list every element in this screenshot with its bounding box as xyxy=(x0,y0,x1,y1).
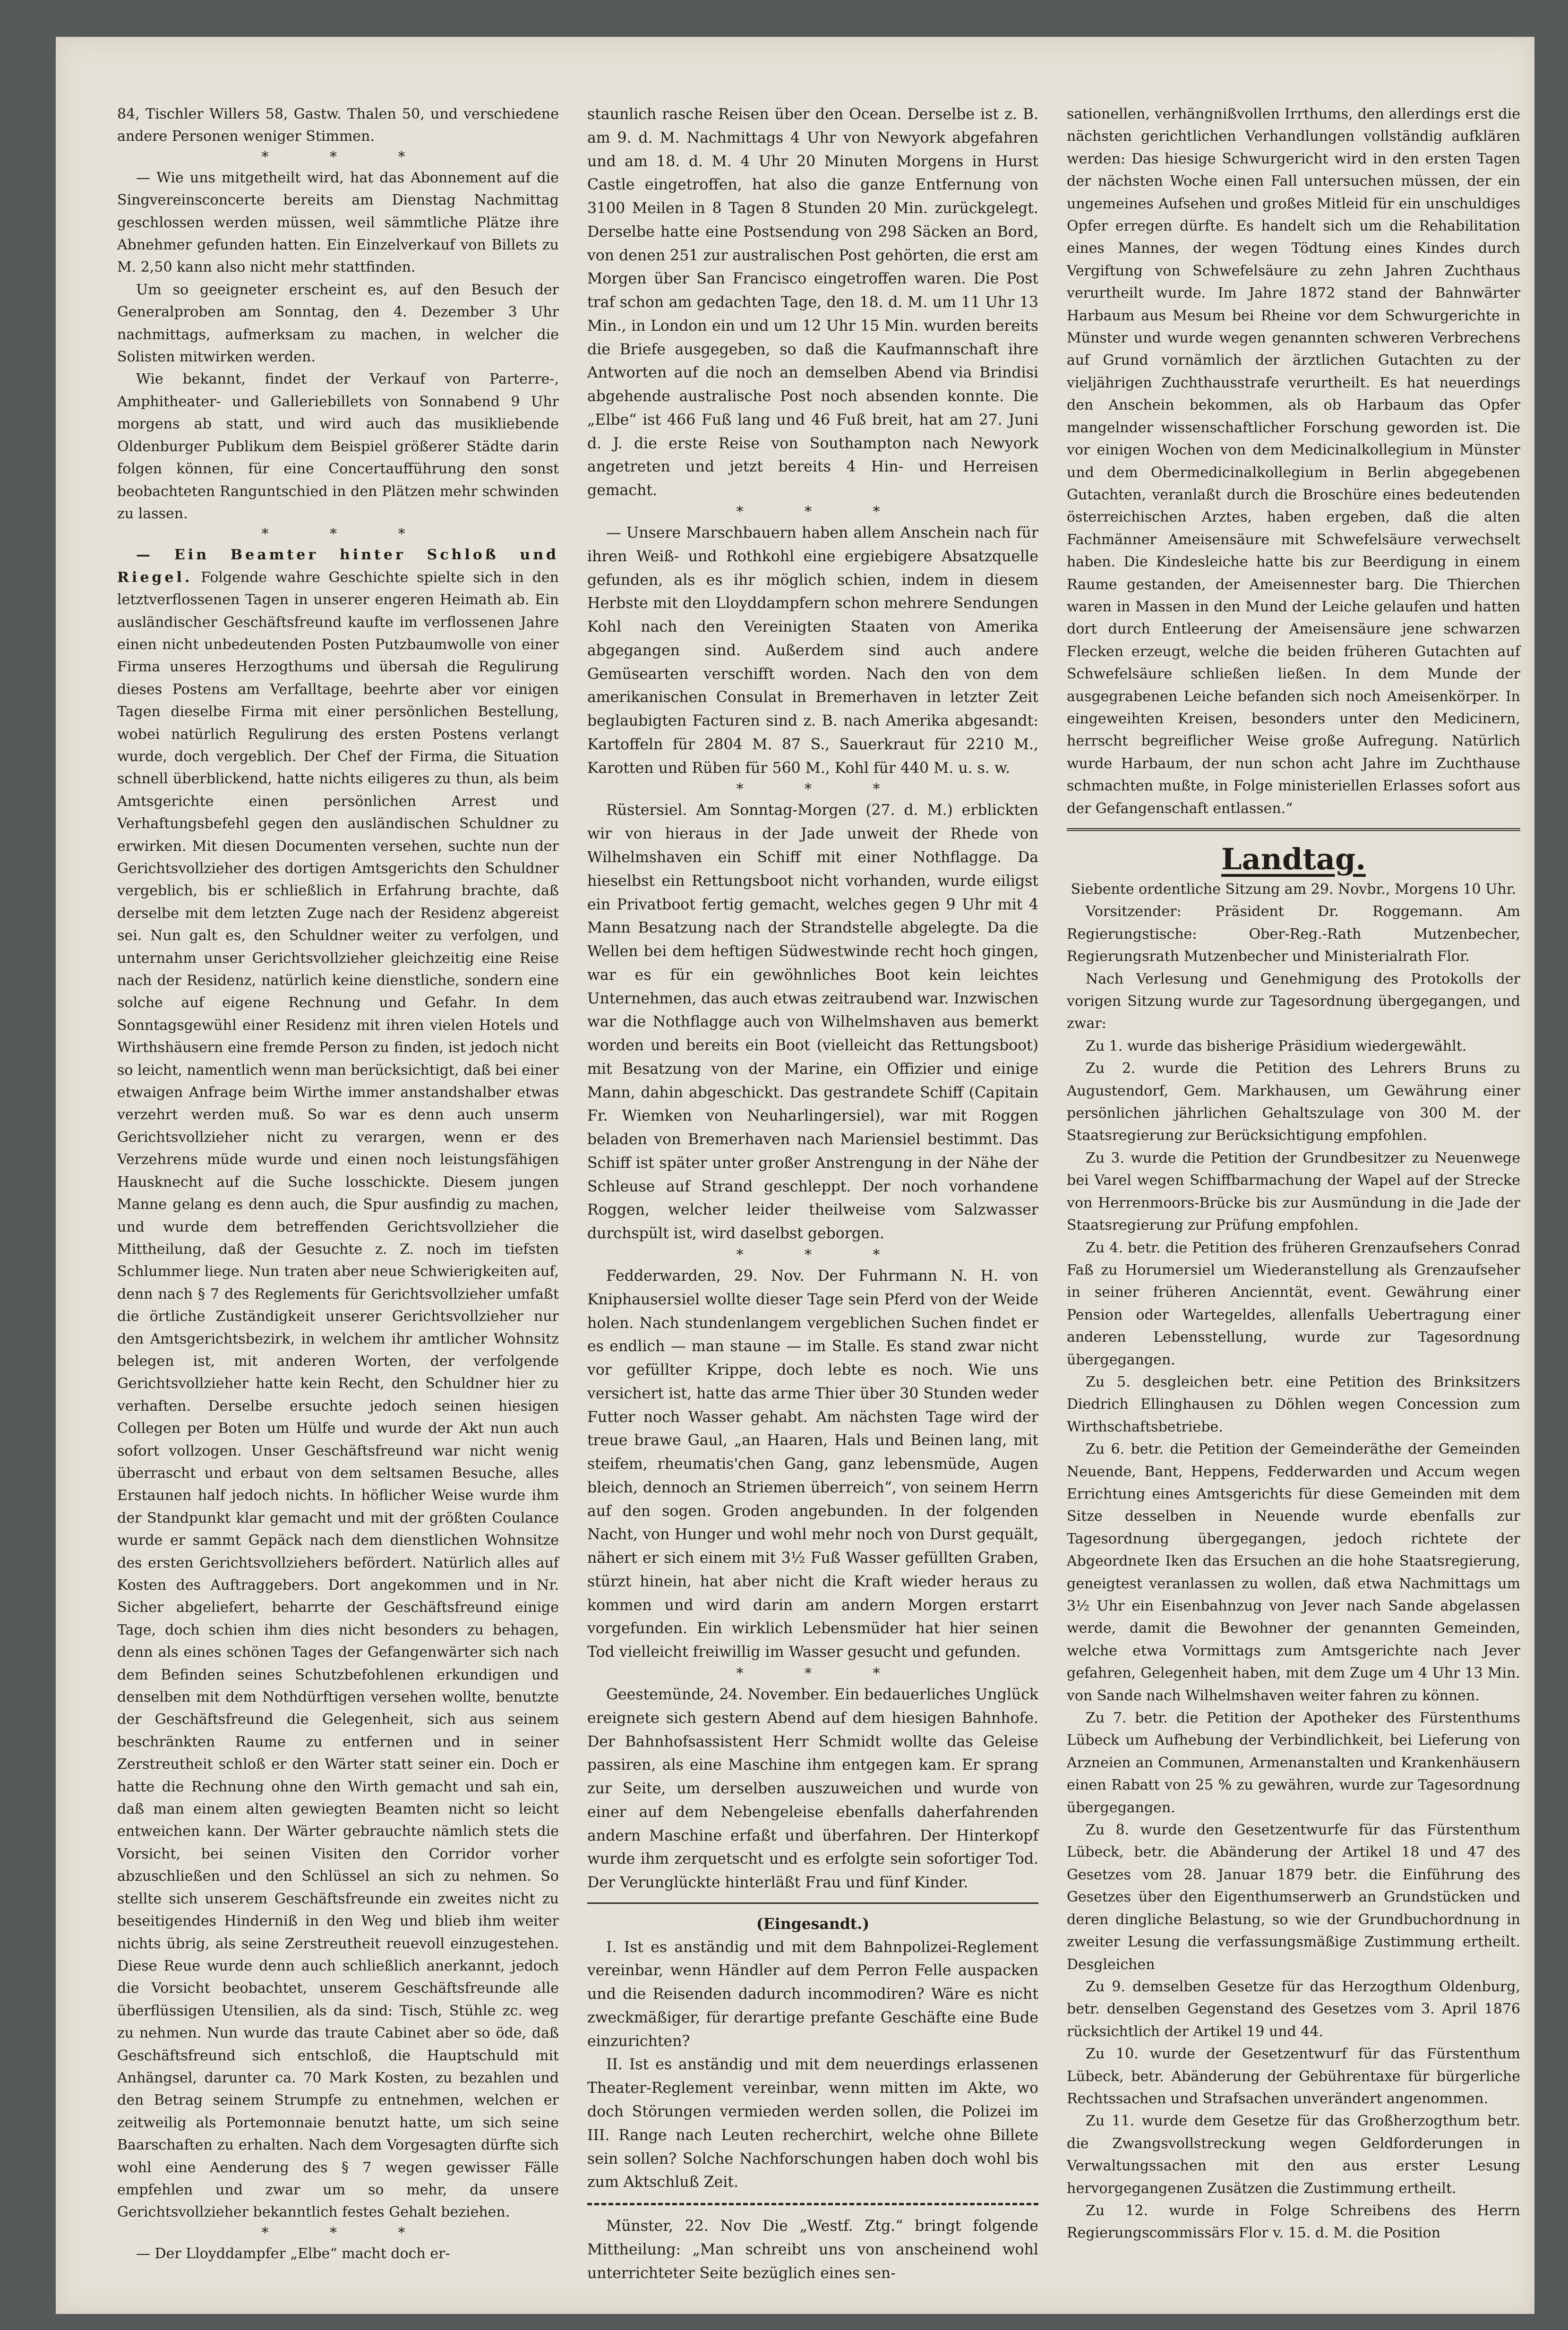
column-1 xyxy=(117,103,559,2265)
article-headline: — Ein Beamter hinter Schloß und Riegel. xyxy=(117,547,559,586)
column-2 xyxy=(587,103,1038,2285)
landtag-paragraph: Zu 6. betr. die Petition der Gemeinderäthe der Gemeinden Neuende, Bant, Heppens, Fedderwarden und Accum wegen Errichtung eines Amtsgerichts für diese Gemeinden mit dem Sitze desselben in Neuende wurde ebenfalls zur Tagesordnung übergegangen, jedoch richtete der Abgeordnete Iken das Ersuchen an die hohe Staatsregierung, geneigtest veranlassen zu wollen, daß etwa Nachmittags um 3½ Uhr ein Eisenbahnzug von Jever nach Sande abgelassen werde, damit die Bewohner der genannten Gemeinden, welche etwa Vormittags zum Amtsgerichte nach Jever gefahren, Gelegenheit haben, mit dem Zuge um 4 Uhr 13 Min. von Sande nach Wilhelmshaven weiter fahren zu können. xyxy=(1067,1441,1520,1704)
separator-stars: * * * xyxy=(261,2224,434,2241)
separator-stars: * * * xyxy=(736,781,908,798)
landtag-paragraph: Zu 1. wurde das bisherige Präsidium wiedergewählt. xyxy=(1086,1037,1467,1054)
landtag-paragraph: Zu 7. betr. die Petition der Apotheker des Fürstenthums Lübeck um Aufhebung der Verbindlichkeit, bei Lieferung von Arzneien an Communen, Armenanstalten und Krankenhäusern einen Rabatt von 25 % zu gewähren, wurde zur Tagesordnung übergegangen. xyxy=(1067,1710,1520,1816)
article-text: Wie bekannt, findet der Verkauf von Parterre-, Amphitheater- und Galleriebillets von Sonnabend 9 Uhr morgens ab statt, und wird auch das musikliebende Oldenburger Publikum dem Beispiel größerer Städte darin folgen können, für eine Concertaufführung den sonst beobachteten Ranguntschied in den Plätzen mehr schwinden zu lassen. xyxy=(117,371,559,522)
eingesandt-heading: (Eingesandt.) xyxy=(756,1915,870,1933)
article-text: 84, Tischler Willers 58, Gastw. Thalen 50, und verschiedene andere Personen weniger Stimmen. xyxy=(117,106,559,145)
landtag-proceedings xyxy=(1067,900,1520,2244)
landtag-paragraph: Zu 5. desgleichen betr. eine Petition des Brinksitzers Diedrich Ellinghausen zu Döhlen wegen Concession zum Wirthschaftsbetriebe. xyxy=(1067,1373,1520,1435)
separator-stars: * * * xyxy=(261,148,434,165)
separator-stars: * * * xyxy=(261,526,434,543)
article-geestemuende: Geestemünde, 24. November. Ein bedauerliches Unglück ereignete sich gestern Abend auf dem hiesigen Bahnhofe. Der Bahnhofsassistent Herr Schmidt wollte das Geleise passiren, als eine Maschine ihm entgegen kam. Er sprang zur Seite, um derselben auszuweichen und wurde von einer auf dem Nebengeleise ebenfalls daherfahrenden andern Maschine erfaßt und überfahren. Der Hinterkopf wurde ihm zerquetscht und es erfolgte sein sofortiger Tod. Der Verunglückte hinterläßt Frau und fünf Kinder. xyxy=(587,1686,1038,1892)
landtag-paragraph: Nach Verlesung und Genehmigung des Protokolls der vorigen Sitzung wurde zur Tagesordnung übergegangen, und zwar: xyxy=(1067,970,1520,1032)
article-elbe-start: — Der Lloyddampfer „Elbe“ macht doch er- xyxy=(136,2245,450,2262)
article-eingesandt-1: I. Ist es anständig und mit dem Bahnpolizei-Reglement vereinbar, wenn Händler auf dem Perron Felle auspacken und die Reisenden dadurch incommodiren? Wäre es nicht zweckmäßiger, für derartige prefante Geschäfte eine Bude einzurichten? xyxy=(587,1938,1038,2050)
article-text: Um so geeigneter erscheint es, auf den Besuch der Generalproben am Sonntag, den 4. Dezember 3 Uhr nachmittags, aufmerksam zu machen, in welcher die Solisten mitwirken werden. xyxy=(117,281,559,366)
article-eingesandt-2: II. Ist es anständig und mit dem neuerdings erlassenen Theater-Reglement vereinbar, wenn mitten im Akte, wo doch Störungen vermieden werden sollen, die Polizei im III. Range nach Leuten recherchirt, welche ohne Billete sein sollen? Solche Nachforschungen haben doch wohl bis zum Aktschluß Zeit. xyxy=(587,2056,1038,2191)
article-fedderwarden: Fedderwarden, 29. Nov. Der Fuhrmann N. H. von Kniphausersiel wollte dieser Tage sein Pferd von der Weide holen. Nach stundenlangem vergeblichen Suchen findet er es endlich — man staune — im Stalle. Es stand zwar nicht vor gefüllter Krippe, doch lebte es noch. Wie uns versichert ist, hatte das arme Thier über 30 Stunden weder Futter noch Wasser gehabt. Am nächsten Tage wird der treue brawe Gaul, „an Haaren, Hals und Beinen lang, mit steifem, rheumatis'chen Gang, ganz lebensmüde, Augen bleich, dennoch an Striemen überreich“, von seinem Herrn auf den sogen. Groden angebunden. In der folgenden Nacht, von Hunger und wohl mehr noch von Durst gequält, nähert er sich einem mit 3½ Fuß Wasser gefüllten Graben, stürzt hinein, hat aber nicht die Kraft wieder heraus zu kommen und wird darin am andern Morgen erstarrt vorgefunden. Ein wirklich Lebensmüder hat hier seinen Tod vielleicht freiwillig im Wasser gesucht und gefunden. xyxy=(587,1267,1038,1661)
landtag-paragraph: Zu 9. demselben Gesetze für das Herzogthum Oldenburg, betr. denselben Gegenstand des Gesetzes vom 3. April 1876 rücksichtlich der Artikel 19 und 44. xyxy=(1067,1978,1520,2040)
landtag-subheading: Siebente ordentliche Sitzung am 29. Novbr., Morgens 10 Uhr. xyxy=(1071,881,1517,898)
landtag-paragraph: Zu 11. wurde dem Gesetze für das Großherzogthum betr. die Zwangsvollstreckung wegen Geldforderungen in Verwaltungssachen mit den aus erster Lesung hervorgegangenen Zusätzen die Zustimmung ertheilt. xyxy=(1067,2113,1520,2197)
landtag-paragraph: Zu 8. wurde den Gesetzentwurfe für das Fürstenthum Lübeck, betr. die Abänderung der Artikel 18 und 47 des Gesetzes vom 28. Januar 1879 betr. die Einführung des Gesetzes über den Eigenthumserwerb an Grundstücken und deren dingliche Belastung, so wie der Grundbuchordnung in zweiter Lesung die verfassungsmäßige Zustimmung ertheilt. Desgleichen xyxy=(1067,1822,1520,1973)
article-marschbauern: — Unsere Marschbauern haben allem Anschein nach für ihren Weiß- und Rothkohl eine ergiebigere Absatzquelle gefunden, als es ihr möglich schien, indem in diesem Herbste mit den Lloyddampfern schon mehrere Sendungen Kohl nach den Vereinigten Staaten von Amerika abgegangen sind. Außerdem sind auch andere Gemüsearten verschifft worden. Nach den von dem amerikanischen Consulat in Bremerhaven in letzter Zeit beglaubigten Facturen sind z. B. nach Amerika abgesandt: Kartoffeln für 2804 M. 87 S., Sauerkraut für 2210 M., Karotten und Rüben für 560 M., Kohl für 440 M. u. s. w. xyxy=(587,524,1038,777)
divider xyxy=(587,1902,1038,1904)
article-muenster-cont: sationellen, verhängnißvollen Irrthums, den allerdings erst die nächsten gerichtlichen Verhandlungen vollständig aufklären werden: Das hiesige Schwurgericht wird in den ersten Tagen der nächsten Woche einen Fall untersuchen müssen, der ein ungemeines Aufsehen und großes Mitleid für ein unschuldiges Opfer erregen dürfte. Es handelt sich um die Rehabilitation eines Mannes, der wegen Tödtung eines Kindes durch Vergiftung von Schwefelsäure zu zehn Jahren Zuchthaus verurtheilt wurde. Im Jahre 1872 stand der Bahnwärter Harbaum aus Mesum bei Rheine vor dem Schwurgerichte in Münster und wurde wegen genannten schweren Verbrechens auf Grund vornämlich der ärztlichen Gutachten zu der vieljährigen Zuchthausstrafe verurtheilt. Es hat neuerdings den Anschein bekommen, als ob Harbaum das Opfer mangelnder wissenschaftlicher Forschung geworden ist. Die vor einigen Wochen von dem Medicinalkollegium in Münster und dem Obermedicinalkollegium in Berlin abgegebenen Gutachten, veranlaßt durch die Broschüre eines bedeutenden österreichischen Arztes, haben ergeben, daß die alten Fachmänner Ameisensäure mit Schwefelsäure verwechselt haben. Die Kindesleiche hatte bis zur Beerdigung in einem Raume gestanden, der Ameisennester barg. Die Thierchen waren in Massen in den Mund der Leiche gelaufen und hatten dort durch Entleerung der Ameisensäure jene schwarzen Flecken erzeugt, welche die beiden früheren Gutachten auf Schwefelsäure schließen ließen. In dem Munde der ausgegrabenen Leiche befanden sich noch Ameisenkörper. In eingeweihten Kreisen, besonders unter den Medicinern, herrscht begreiflicher Weise große Aufregung. Natürlich wurde Harbaum, der nun schon acht Jahre im Zuchthause schmachten mußte, in Folge ministeriellen Erlasses sofort aus der Gefangenschaft entlassen.“ xyxy=(1067,106,1520,817)
column-3 xyxy=(1067,103,1520,2244)
article-singverein: — Wie uns mitgetheilt wird, hat das Abonnement auf die Singvereinsconcerte bereits am Dienstag Nachmittag geschlossen werden müssen, weil sämmtliche Plätze ihre Abnehmer gefunden hatten. Ein Einzelverkauf von Billets zu M. 2,50 kann also nicht mehr stattfinden. xyxy=(117,169,559,276)
landtag-paragraph: Zu 10. wurde der Gesetzentwurf für das Fürstenthum Lübeck, betr. Abänderung der Gebührentaxe für bürgerliche Rechtssachen und Strafsachen unverändert angenommen. xyxy=(1067,2046,1520,2107)
article-body: Folgende wahre Geschichte spielte sich in den letztverflossenen Tagen in unserer engeren Heimath ab. Ein ausländischer Geschäftsfreund kaufte im verflossenen Jahre einen nicht unbedeutenden Posten Putzbaumwolle von einer Firma unseres Herzogthums und übersah die Regulirung dieses Postens am Verfalltage, beehrte aber vor einigen Tagen dieselbe Firma mit einer persönlichen Bestellung, wobei natürlich Regulirung des ersten Postens verlangt wurde, doch vergeblich. Der Chef der Firma, die Situation schnell überblickend, hatte nichts eiligeres zu thun, als beim Amtsgerichte einen persönlichen Arrest und Verhaftungsbefehl gegen den ausländischen Schuldner zu erwirken. Mit diesen Documenten versehen, suchte nun der Gerichtsvollzieher des dortigen Amtsgerichts den Schuldner vergeblich, bis er schließlich in Erfahrung brachte, daß derselbe mit dem letzten Zuge nach der Residenz abgereist sei. Nun galt es, den Schuldner weiter zu verfolgen, und unternahm unser Gerichtsvollzieher gleichzeitig eine Reise nach der Residenz, natürlich keine dienstliche, sondern eine solche auf eigene Rechnung und Gefahr. In dem Sonntagsgewühl einer Residenz mit ihren vielen Hotels und Wirthshäusern eine fremde Person zu finden, ist jedoch nicht so leicht, namentlich wenn man berücksichtigt, daß bei einer etwaigen Anfrage beim Wirthe immer anstandshalber etwas verzehrt werden muß. So war es denn auch unserm Gerichtsvollzieher nicht zu verargen, wenn er des Verzehrens müde wurde und einen noch leistungsfähigen Hausknecht auf die Suche losschickte. Diesem jungen Manne gelang es denn auch, die Spur ausfindig zu machen, und wurde dem betreffenden Gerichtsvollzieher die Mittheilung, daß der Gesuchte z. Z. noch im tiefsten Schlummer liege. Nun traten aber neue Schwierigkeiten auf, denn nach § 7 des Reglements für Gerichtsvollzieher umfaßt die örtliche Zuständigkeit unserer Gerichtsvollzieher nur den Amtsgerichtsbezirk, in welchem ihr amtlicher Wohnsitz belegen ist, mit anderen Worten, der verfolgende Gerichtsvollzieher hatte kein Recht, den Schuldner hier zu verhaften. Derselbe ersuchte jedoch seinen hiesigen Collegen per Boten um Hülfe und wurde der Akt nun auch sofort vollzogen. Unser Geschäftsfreund war nicht wenig überrascht und erbaut von dem seltsamen Besuche, alles Erstaunen half jedoch nichts. In höflicher Weise wurde ihm der Standpunkt klar gemacht und mit der größten Coulance wurde er sammt Gepäck nach dem dienstlichen Wohnsitze des ersten Gerichtsvollziehers befördert. Natürlich alles auf Kosten des Auftraggebers. Dort angekommen und in Nr. Sicher abgeliefert, beharrte der Geschäftsfreund einige Tage, doch schien ihm dies nicht besonders zu behagen, denn als eines schönen Tages der Gefangenwärter sich nach dem Befinden seines Schutzbefohlenen erkundigen und denselben mit dem Nothdürftigen versehen wollte, benutzte der Geschäftsfreund die Gelegenheit, sich aus seinem beschränkten Raume zu entfernen und in seiner Zerstreutheit schloß er den Wärter statt seiner ein. Doch er hatte die Rechnung ohne den Wirth gemacht und sah ein, daß man einem alten gewiegten Beamten nicht so leicht entweichen kann. Der Wärter gebrauchte nämlich stets die Vorsicht, bei seinen Visiten den Corridor vorher abzuschließen und den Schlüssel an sich zu nehmen. So stellte sich unserem Geschäftsfreunde ein zweites nicht zu beseitigendes Hinderniß in den Weg und blieb ihm weiter nichts übrig, als seine Zerstreutheit reuevoll einzugestehen. Diese Reue wurde denn auch schließlich anerkannt, jedoch die Vorsicht beobachtet, unserem Geschäftsfreunde alle überflüssigen Utensilien, als da sind: Tisch, Stühle zc. weg zu nehmen. Nun wurde das traute Cabinet aber so öde, daß Geschäftsfreund sich entschloß, die Hauptschuld mit Anhängsel, darunter ca. 70 Mark Kosten, zu bezahlen und den Betrag seinem Strumpfe zu entnehmen, welchen er zeitweilig als Portemonnaie benutzt hatte, um sich seine Baarschaften zu erhalten. Nach dem Vorgesagten dürfte sich wohl eine Aenderung des § 7 wegen gewisser Fälle empfehlen und zwar um so mehr, da unsere Gerichtsvollzieher bekanntlich festes Gehalt beziehen. xyxy=(117,569,559,2221)
landtag-heading: Landtag. xyxy=(1221,842,1366,876)
landtag-paragraph: Vorsitzender: Präsident Dr. Roggemann. Am Regierungstische: Ober-Reg.-Rath Mutzenbecher, Regierungsrath Mutzenbecher und Ministerialrath Flor. xyxy=(1067,903,1520,965)
landtag-paragraph: Zu 2. wurde die Petition des Lehrers Bruns zu Augustendorf, Gem. Markhausen, um Gewährung einer persönlichen jährlichen Gehaltszulage von 300 M. der Staatsregierung zur Berücksichtigung empfohlen. xyxy=(1067,1060,1520,1144)
divider xyxy=(587,2203,1038,2205)
divider xyxy=(1067,828,1520,831)
separator-stars: * * * xyxy=(736,1246,908,1263)
landtag-paragraph: Zu 12. wurde in Folge Schreibens des Herrn Regierungscommissärs Flor v. 15. d. M. die Position xyxy=(1067,2202,1520,2242)
article-muenster: Münster, 22. Nov Die „Westf. Ztg.“ bringt folgende Mittheilung: „Man schreibt uns von anscheinend wohl unterrichteter Seite bezüglich eines sen- xyxy=(587,2218,1038,2282)
article-elbe-cont: staunlich rasche Reisen über den Ocean. Derselbe ist z. B. am 9. d. M. Nachmittags 4 Uhr von Newyork abgefahren und am 18. d. M. 4 Uhr 20 Minuten Morgens in Hurst Castle eingetroffen, hat also die ganze Entfernung von 3100 Meilen in 8 Tagen 8 Stunden 20 Min. zurückgelegt. Derselbe hatte eine Postsendung von 298 Säcken an Bord, von denen 251 zur australischen Post gehörten, die erst am Morgen über San Francisco eingetroffen waren. Die Post traf schon am gedachten Tage, den 18. d. M. um 11 Uhr 13 Min., in London ein und um 12 Uhr 15 Min. wurden bereits die Briefe ausgegeben, so daß die Kaufmannschaft ihre Antworten auf die noch an demselben Abend via Brindisi abgehende australische Post noch absenden konnte. Die „Elbe“ ist 466 Fuß lang und 46 Fuß breit, hat am 27. Juni d. J. die erste Reise von Southampton nach Newyork angetreten und jetzt bereits 4 Hin- und Herreisen gemacht. xyxy=(587,106,1038,499)
article-beamter xyxy=(117,544,559,2223)
landtag-paragraph: Zu 3. wurde die Petition der Grundbesitzer zu Neuenwege bei Varel wegen Schiffbarmachung der Wapel auf der Strecke von Herrenmoors-Brücke bis zur Ausmündung in die Jade der Staatsregierung zur Prüfung empfohlen. xyxy=(1067,1149,1520,1234)
article-ruestersiel: Rüstersiel. Am Sonntag-Morgen (27. d. M.) erblickten wir von hieraus in der Jade unweit der Rhede von Wilhelmshaven ein Schiff mit einer Nothflagge. Da hieselbst ein Rettungsboot nicht vorhanden, wurde eiligst ein Privatboot fertig gemacht, welches gegen 9 Uhr mit 4 Mann Besatzung nach der Strandstelle abgelegte. Da die Wellen bei dem heftigen Südwestwinde recht hoch gingen, war es für ein gewöhnliches Boot kein leichtes Unternehmen, das auch etwas zeitraubend war. Inzwischen war die Nothflagge auch von Wilhelmshaven aus bemerkt worden und bereits ein Boot (vielleicht das Rettungsboot) mit Besatzung von der Marine, ein Offizier und einige Mann, dahin abgeschickt. Das gestrandete Schiff (Capitain Fr. Wiemken von Neuharlingersiel), war mit Roggen beladen von Bremerhaven nach Mariensiel bestimmt. Das Schiff ist später unter großer Anstrengung in der Nähe der Schleuse auf Strand geschleppt. Der noch vorhandene Roggen, welcher leider theilweise vom Salzwasser durchspült ist, wird daselbst geborgen. xyxy=(587,802,1038,1242)
landtag-paragraph: Zu 4. betr. die Petition des früheren Grenzaufsehers Conrad Faß zu Horumersiel um Wiederanstellung als Grenzaufseher in seiner früheren Ancienntät, event. Gewährung einer Pension oder Wartegeldes, allenfalls Uebertragung einer anderen Lebensstellung, wurde zur Tagesordnung übergegangen. xyxy=(1067,1239,1520,1368)
separator-stars: * * * xyxy=(736,504,908,521)
newspaper-page xyxy=(56,37,1534,2314)
separator-stars: * * * xyxy=(736,1665,908,1682)
